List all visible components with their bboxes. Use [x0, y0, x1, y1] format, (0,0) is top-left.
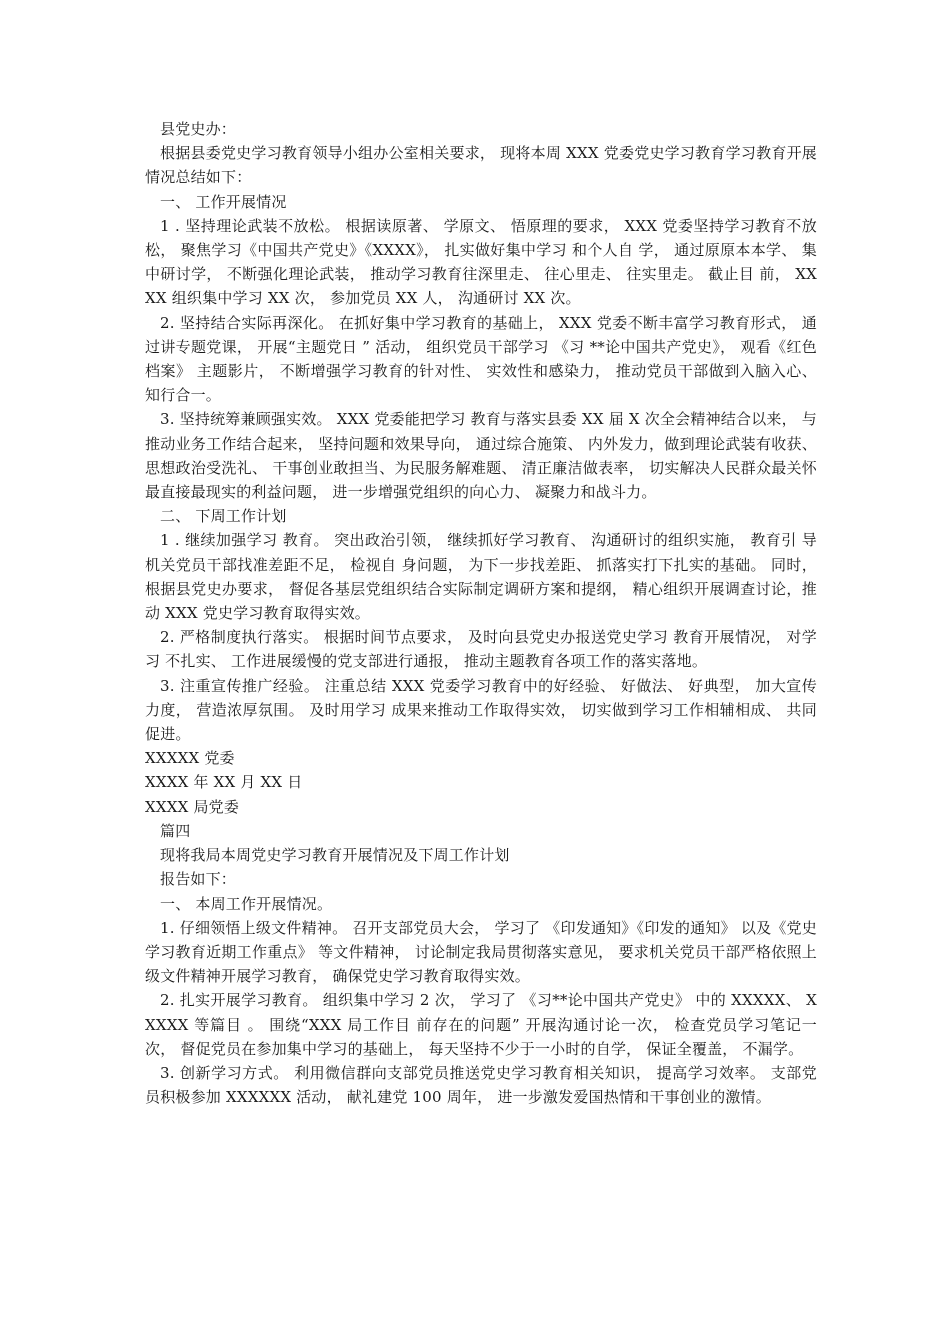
paragraph: 报告如下：: [160, 870, 237, 889]
paragraph: 篇四: [160, 821, 191, 840]
paragraph: 3. 创新学习方式。 利用微信群向支部党员推送党史学习教育相关知识， 提高学习效率。 支部党员积极参加 XXXXXX 活动， 献礼建党 100 周年， 进一步激发爱国热情和干事创业的激情。: [145, 1063, 817, 1107]
paragraph: 1 . 坚持理论武装不放松。 根据读原著、 学原文、 悟原理的要求， XXX 党委坚持学习教育不放松， 聚焦学习《中国共产党史》《XXXX》， 扎实做好集中学习 和个人自 学， 通过原原本本学、 集中研讨学， 不断强化理论武装， 推动学习教育往深里走、 往心里走、 往实里走。 截止目 前， XXXX 组织集中学习 XX 次， 参加党员 XX 人， 沟通研讨 XX 次。: [145, 216, 817, 308]
paragraph: XXXX 局党委: [145, 797, 240, 816]
paragraph: 二、 下周工作计划: [160, 507, 287, 526]
paragraph: 根据县委党史学习教育领导小组办公室相关要求， 现将本周 XXX 党委党史学习教育学习教育开展情况总结如下：: [145, 144, 817, 187]
paragraph: 1. 仔细领悟上级文件精神。 召开支部党员大会， 学习了 《印发通知》《印发的通知》 以及《党史学习教育近期工作重点》 等文件精神， 讨论制定我局贯彻落实意见， 要求机关党员干部严格依照上级文件精神开展学习教育， 确保党史学习教育取得实效。: [145, 918, 817, 986]
paragraph: 现将我局本周党史学习教育开展情况及下周工作计划: [160, 846, 510, 865]
paragraph: 3. 坚持统筹兼顾强实效。 XXX 党委能把学习 教育与落实县委 XX 届 X 次全会精神结合以来， 与推动业务工作结合起来， 坚持问题和效果导向， 通过综合施策、 内外发力，做到理论武装有收获、 思想政治受洗礼、 干事创业敢担当、为民服务解难题、 清正廉洁做表率， 切实解决人民群众最关怀最直接最现实的利益问题， 进一步增强党组织的向心力、 凝聚力和战斗力。: [145, 410, 817, 502]
paragraph: 一、 工作开展情况: [160, 192, 287, 211]
document-body: [145, 117, 817, 1109]
paragraph: 3. 注重宣传推广经验。 注重总结 XXX 党委学习教育中的好经验、 好做法、 好典型， 加大宣传力度， 营造浓厚氛围。 及时用学习 成果来推动工作取得实效， 切实做到学习工作相辅相成、 共同促进。: [145, 676, 817, 744]
paragraph: 2. 严格制度执行落实。 根据时间节点要求， 及时向县党史办报送党史学习 教育开展情况， 对学习 不扎实、 工作进展缓慢的党支部进行通报， 推动主题教育各项工作的落实落地。: [145, 628, 817, 671]
paragraph: XXXXX 党委: [145, 749, 235, 768]
paragraph: XXXX 年 XX 月 XX 日: [145, 773, 303, 792]
paragraph: 一、 本周工作开展情况。: [160, 894, 333, 913]
paragraph: 2. 扎实开展学习教育。 组织集中学习 2 次， 学习了 《习**论中国共产党史》 中的 XXXXX、 XXXXX 等篇目 。 围绕“XXX 局工作目 前存在的问题” 开展沟通讨论一次， 检查党员学习笔记一次， 督促党员在参加集中学习的基础上， 每天坚持不少于一小时的自学， 保证全覆盖， 不漏学。: [145, 991, 817, 1058]
paragraph: 2. 坚持结合实际再深化。 在抓好集中学习教育的基础上， XXX 党委不断丰富学习教育形式， 通过讲专题党课， 开展“主题党日 ” 活动， 组织党员干部学习 《习 **论中国共产党史》， 观看《红色档案》 主题影片， 不断增强学习教育的针对性、 实效性和感染力， 推动党员干部做到入脑入心、知行合一。: [145, 313, 817, 405]
paragraph: 县党史办：: [160, 120, 237, 138]
paragraph: 1 . 继续加强学习 教育。 突出政治引领， 继续抓好学习教育、 沟通研讨的组织实施， 教育引 导机关党员干部找准差距不足， 检视自 身问题， 为下一步找差距、 抓落实打下扎实的基础。 同时， 根据县党史办要求， 督促各基层党组织结合实际制定调研方案和提纲， 精心组织开展调查讨论，推动 XXX 党史学习教育取得实效。: [145, 531, 817, 623]
